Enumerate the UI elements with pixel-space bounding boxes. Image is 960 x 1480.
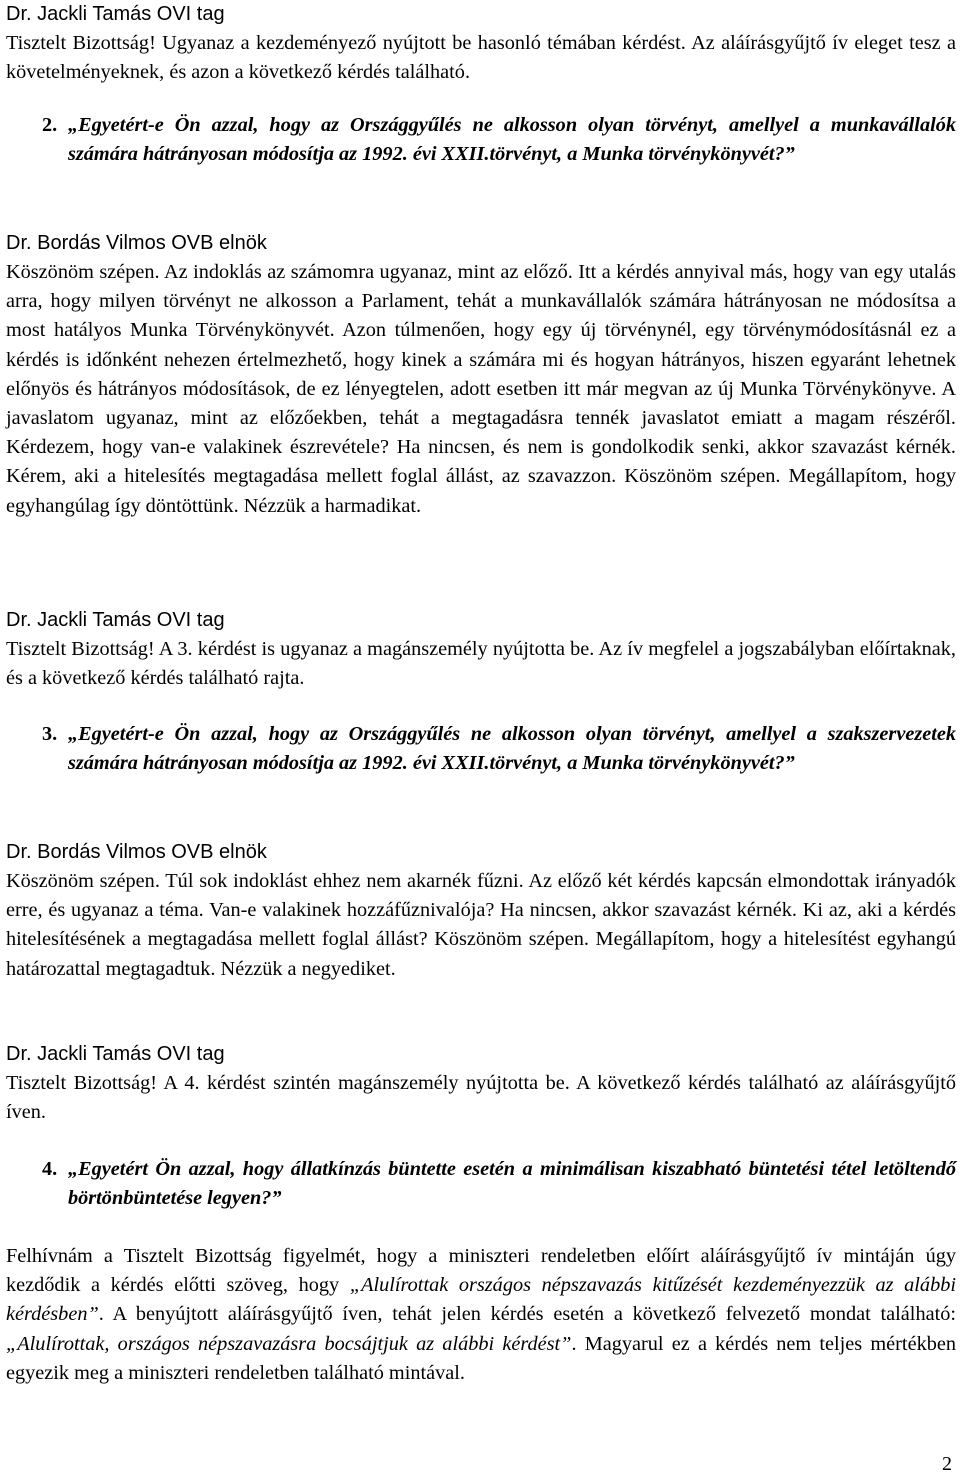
speaker-block <box>6 838 956 984</box>
speech-text: Tisztelt Bizottság! A 3. kérdést is ugyanaz a magánszemély nyújtotta be. Az ív megfelel a jogszabályban előírtaknak, és a következő kérdés található rajta. <box>6 638 956 690</box>
question-item <box>6 720 956 778</box>
question-number: 4. <box>42 1158 58 1180</box>
page-number: 2 <box>942 1453 952 1475</box>
question-text: „Egyetért-e Ön azzal, hogy az Országgyűlés ne alkosson olyan törvényt, amellyel a munkavállalók számára hátrányosan módosítja az 1992. évi XXII.törvényt, a Munka törvénykönyvét?” <box>68 114 956 166</box>
speaker-block <box>6 229 956 521</box>
closing-text: . A benyújtott aláírásgyűjtő íven, tehát jelen kérdés esetén a következő felvezető mondat található: <box>98 1303 956 1326</box>
speaker-name: Dr. Bordás Vilmos OVB elnök <box>6 841 267 863</box>
question-number: 2. <box>42 114 58 136</box>
question-text: „Egyetért-e Ön azzal, hogy az Országgyűlés ne alkosson olyan törvényt, amellyel a szakszervezetek számára hátrányosan módosítja az 1992. évi XXII.törvényt, a Munka törvénykönyvét?” <box>68 723 956 775</box>
closing-quote: „Alulírottak, országos népszavazásra bocsájtjuk az alábbi kérdést” <box>6 1332 572 1355</box>
closing-text: Felhívnám a Tisztelt Bizottság figyelmét, hogy a miniszteri rendeletben előírt aláírásgyűjtő ív mintáján úgy kezdődik a kérdés előtti szöveg, hogy <box>6 1245 956 1297</box>
speaker-block <box>6 1040 956 1127</box>
speech-text: Tisztelt Bizottság! A 4. kérdést szintén magánszemély nyújtotta be. A következő kérdés található az aláírásgyűjtő íven. <box>6 1072 956 1124</box>
question-item <box>6 1155 956 1213</box>
closing-paragraph <box>6 1242 956 1388</box>
closing-text: . Magyarul ez a kérdés nem teljes mértékben egyezik meg a miniszteri rendeletben található mintával. <box>6 1332 956 1384</box>
question-number: 3. <box>42 723 58 745</box>
speaker-block <box>6 0 956 87</box>
question-item <box>6 111 956 169</box>
speaker-name: Dr. Jackli Tamás OVI tag <box>6 1043 225 1065</box>
speech-text: Köszönöm szépen. Az indoklás az számomra ugyanaz, mint az előző. Itt a kérdés annyival más, hogy van egy utalás arra, hogy milyen törvényt ne alkosson a Parlament, tehát a munkavállalók számára hátrányosan ne módosítsa a most hatályos Munka Törvénykönyvét. Azon túlmenően, hogy egy új törvénynél, egy törvénymódosításnál ez a kérdés is időnként nehezen értelmezhető, hogy kinek a számára mi és hogyan hátrányos, hiszen egyaránt lehetnek előnyös és hátrányos módosítások, de ez lényegtelen, adott esetben itt már megvan az új Munka Törvénykönyve. A javaslatom ugyanaz, mint az előzőekben, tehát a megtagadásra tennék javaslatot emiatt a magam részéről. Kérdezem, hogy van-e valakinek észrevétele? Ha nincsen, és nem is gondolkodik senki, akkor szavazást kérnék. Kérem, aki a hitelesítés megtagadása mellett foglal állást, az szavazzon. Köszönöm szépen. Megállapítom, hogy egyhangúlag így döntöttünk. Nézzük a harmadikat. <box>6 261 956 517</box>
speech-text: Tisztelt Bizottság! Ugyanaz a kezdeményező nyújtott be hasonló témában kérdést. Az aláírásgyűjtő ív eleget tesz a követelményeknek, és azon a következő kérdés található. <box>6 32 956 84</box>
speaker-name: Dr. Bordás Vilmos OVB elnök <box>6 232 267 254</box>
speaker-name: Dr. Jackli Tamás OVI tag <box>6 3 225 25</box>
closing-quote: „Alulírottak országos népszavazás kitűzését kezdeményezzük az alábbi kérdésben” <box>6 1274 956 1326</box>
question-text: „Egyetért Ön azzal, hogy állatkínzás büntette esetén a minimálisan kiszabható büntetési tétel letöltendő börtönbüntetése legyen?” <box>68 1158 956 1210</box>
speech-text: Köszönöm szépen. Túl sok indoklást ehhez nem akarnék fűzni. Az előző két kérdés kapcsán elmondottak irányadók erre, és ugyanaz a téma. Van-e valakinek hozzáfűznivalója? Ha nincsen, akkor szavazást kérnék. Ki az, aki a kérdés hitelesítésének a megtagadása mellett foglal állást? Köszönöm szépen. Megállapítom, hogy a hitelesítést egyhangú határozattal megtagadtuk. Nézzük a negyediket. <box>6 870 956 980</box>
speaker-block <box>6 606 956 693</box>
speaker-name: Dr. Jackli Tamás OVI tag <box>6 609 225 631</box>
